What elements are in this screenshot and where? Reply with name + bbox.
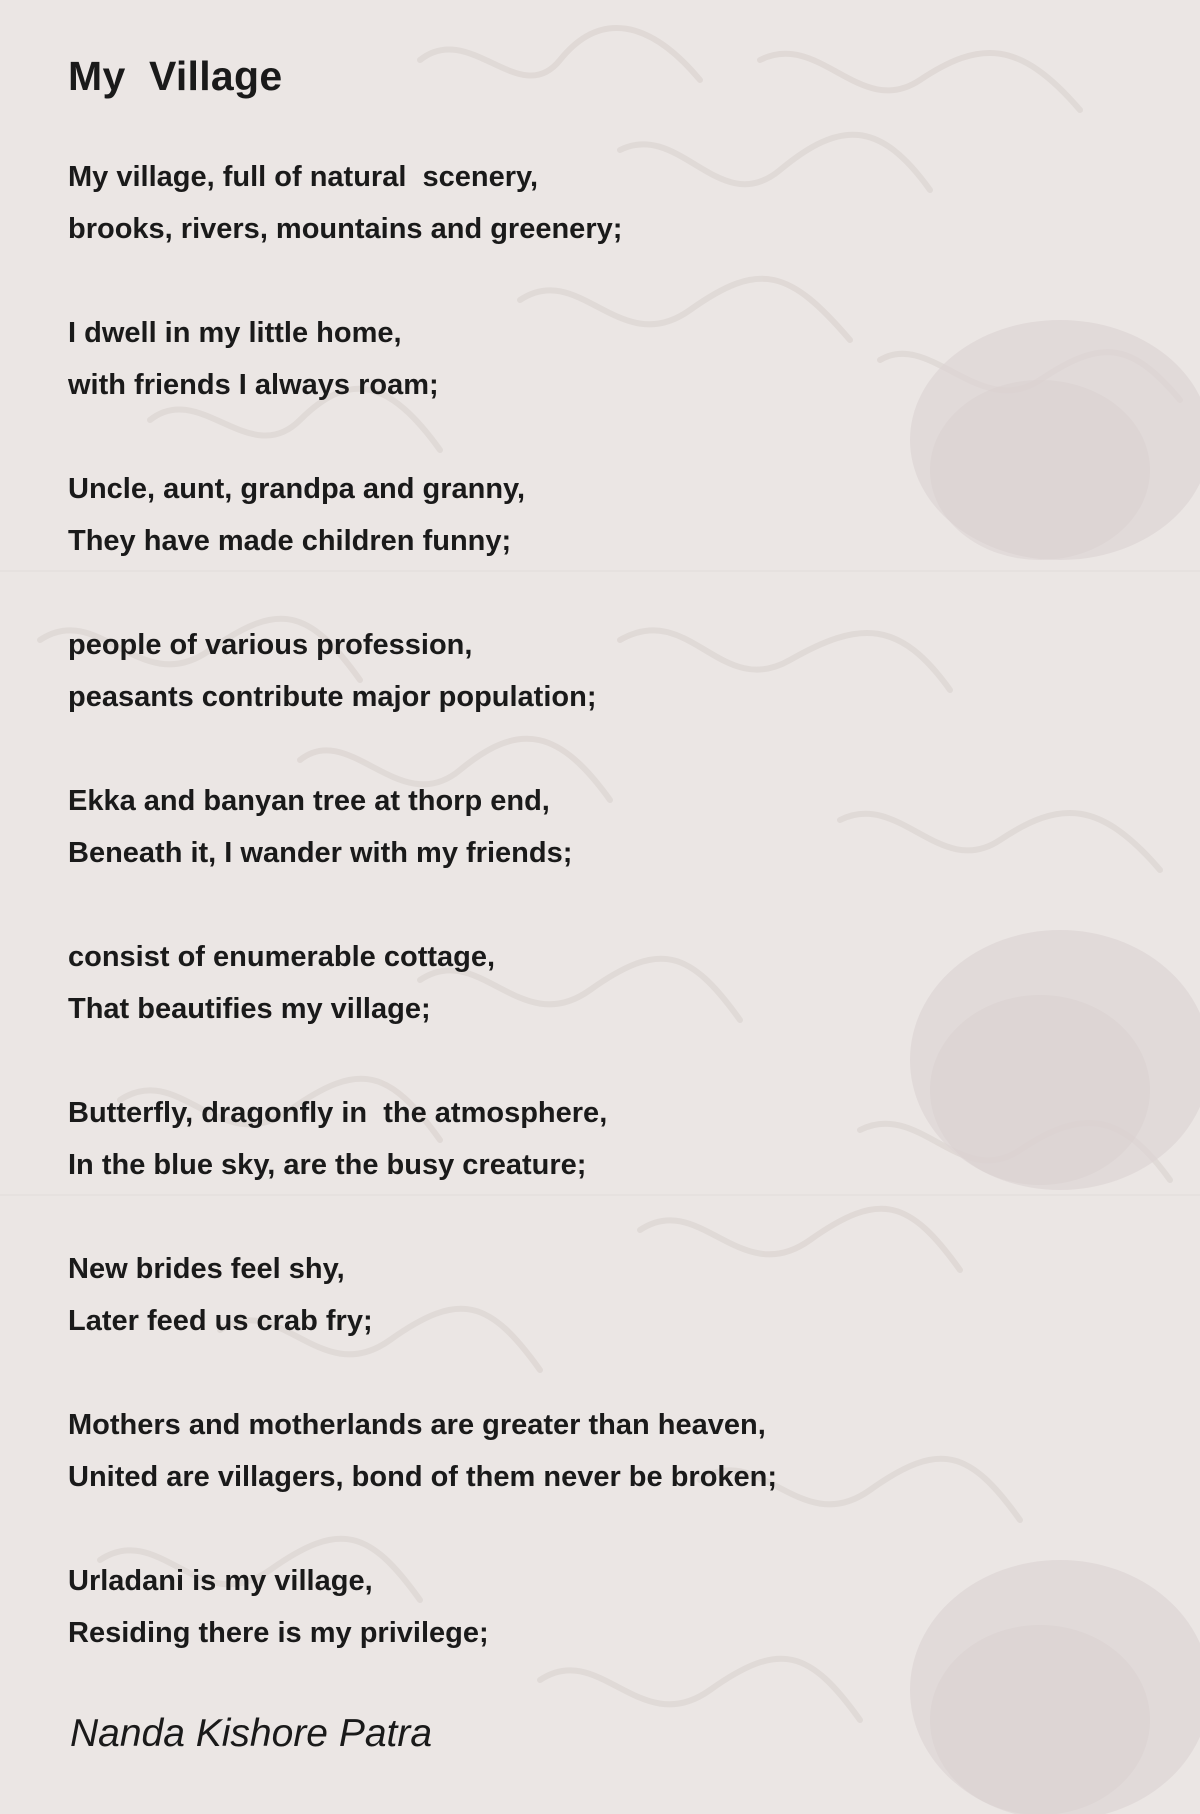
- stanza-5: [68, 775, 1148, 879]
- poem-line: In the blue sky, are the busy creature;: [68, 1149, 587, 1181]
- stanza-2: [68, 307, 1148, 411]
- poem-line: Ekka and banyan tree at thorp end,: [68, 785, 550, 817]
- poem-line: They have made children funny;: [68, 525, 512, 557]
- poem-line: Uncle, aunt, grandpa and granny,: [68, 473, 526, 505]
- poem-line: consist of enumerable cottage,: [68, 941, 496, 973]
- poem-line: That beautifies my village;: [68, 993, 431, 1025]
- poem-line: peasants contribute major population;: [68, 681, 597, 713]
- poem-line: New brides feel shy,: [68, 1253, 345, 1285]
- poem-line: Mothers and motherlands are greater than heaven,: [68, 1409, 766, 1441]
- poem-body: [68, 151, 1148, 1711]
- poem-line: people of various profession,: [68, 629, 473, 661]
- stanza-8: [68, 1243, 1148, 1347]
- poem-line: with friends I always roam;: [68, 369, 439, 401]
- stanza-10: [68, 1555, 1148, 1659]
- stanza-1: [68, 151, 1148, 255]
- stanza-3: [68, 463, 1148, 567]
- poem-line: Residing there is my privilege;: [68, 1617, 489, 1649]
- stanza-4: [68, 619, 1148, 723]
- poem-line: Beneath it, I wander with my friends;: [68, 837, 573, 869]
- stanza-9: [68, 1399, 1148, 1503]
- stanza-6: [68, 931, 1148, 1035]
- poem-line: United are villagers, bond of them never be broken;: [68, 1461, 778, 1493]
- poem-author: Nanda Kishore Patra: [70, 1712, 433, 1755]
- poem-line: My village, full of natural scenery,: [68, 161, 539, 193]
- poem-line: Later feed us crab fry;: [68, 1305, 373, 1337]
- poem-title: My Village: [68, 53, 283, 99]
- stanza-7: [68, 1087, 1148, 1191]
- poem-line: Butterfly, dragonfly in the atmosphere,: [68, 1097, 608, 1129]
- poem-line: I dwell in my little home,: [68, 317, 402, 349]
- poem-line: Urladani is my village,: [68, 1565, 373, 1597]
- poem-line: brooks, rivers, mountains and greenery;: [68, 213, 623, 245]
